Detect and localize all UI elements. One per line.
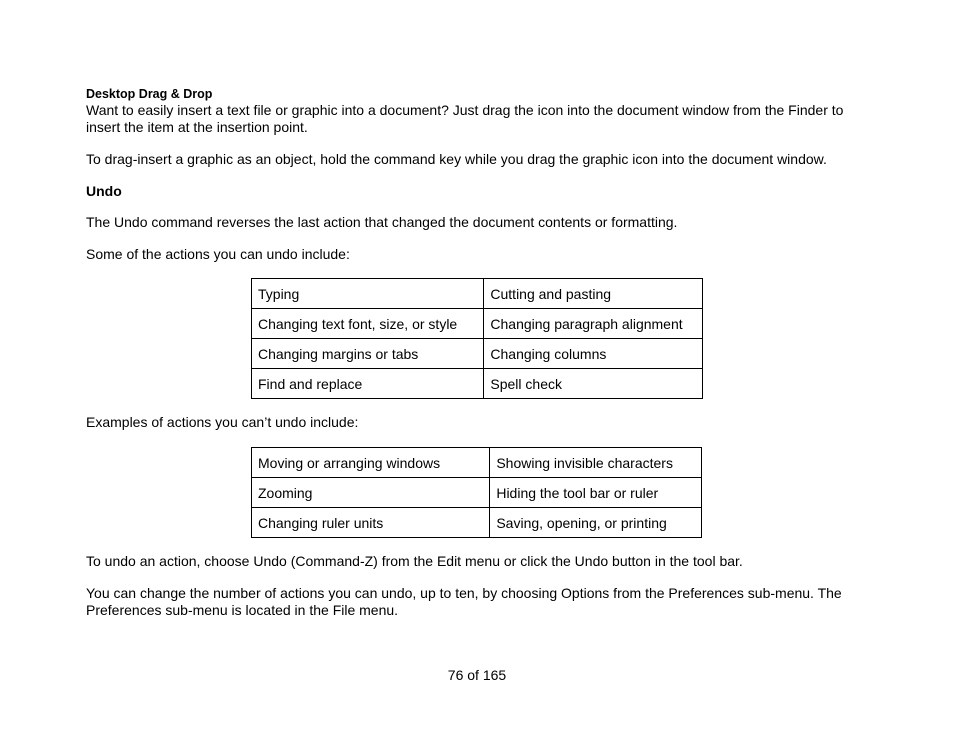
cant-undo-table [251, 447, 702, 538]
paragraph-undo-change-number: You can change the number of actions you can undo, up to ten, by choosing Options from the Preferences sub-menu. The Preferences sub-menu is located in the File menu. [86, 585, 842, 618]
section-heading-undo: Undo [86, 183, 122, 199]
page-number: 76 of 165 [447, 667, 507, 683]
document-body [86, 86, 876, 619]
paragraph-undo-how-to: To undo an action, choose Undo (Command-Z) from the Edit menu or click the Undo button in the tool bar. [86, 553, 743, 569]
paragraph-can-undo-label: Some of the actions you can undo include: [86, 246, 350, 262]
paragraph-cant-undo-label: Examples of actions you can’t undo include: [86, 414, 359, 430]
table-row [252, 309, 703, 339]
table-cell: Find and replace [252, 369, 484, 399]
table-cell: Showing invisible characters [490, 448, 702, 478]
paragraph-undo-intro: The Undo command reverses the last action that changed the document contents or formatting. [86, 214, 678, 230]
table-cell: Spell check [484, 369, 703, 399]
table-row [252, 339, 703, 369]
table-row [252, 478, 702, 508]
table-cell: Changing columns [484, 339, 703, 369]
table-cell: Changing ruler units [252, 508, 490, 538]
section-heading-drag-drop: Desktop Drag & Drop [86, 87, 213, 101]
paragraph-drag-drop-intro: Want to easily insert a text file or graphic into a document? Just drag the icon into the document window from the Finder to insert the item at the insertion point. [86, 102, 844, 135]
table-cell: Changing paragraph alignment [484, 309, 703, 339]
table-cell: Zooming [252, 478, 490, 508]
table-cell: Moving or arranging windows [252, 448, 490, 478]
table-row [252, 508, 702, 538]
table-row [252, 448, 702, 478]
paragraph-drag-insert-object: To drag-insert a graphic as an object, hold the command key while you drag the graphic icon into the document window. [86, 151, 827, 167]
table-cell: Cutting and pasting [484, 279, 703, 309]
table-cell: Changing text font, size, or style [252, 309, 484, 339]
table-cell: Changing margins or tabs [252, 339, 484, 369]
table-cell: Saving, opening, or printing [490, 508, 702, 538]
table-cell: Typing [252, 279, 484, 309]
table-row [252, 279, 703, 309]
table-cell: Hiding the tool bar or ruler [490, 478, 702, 508]
table-row [252, 369, 703, 399]
can-undo-table [251, 278, 703, 399]
